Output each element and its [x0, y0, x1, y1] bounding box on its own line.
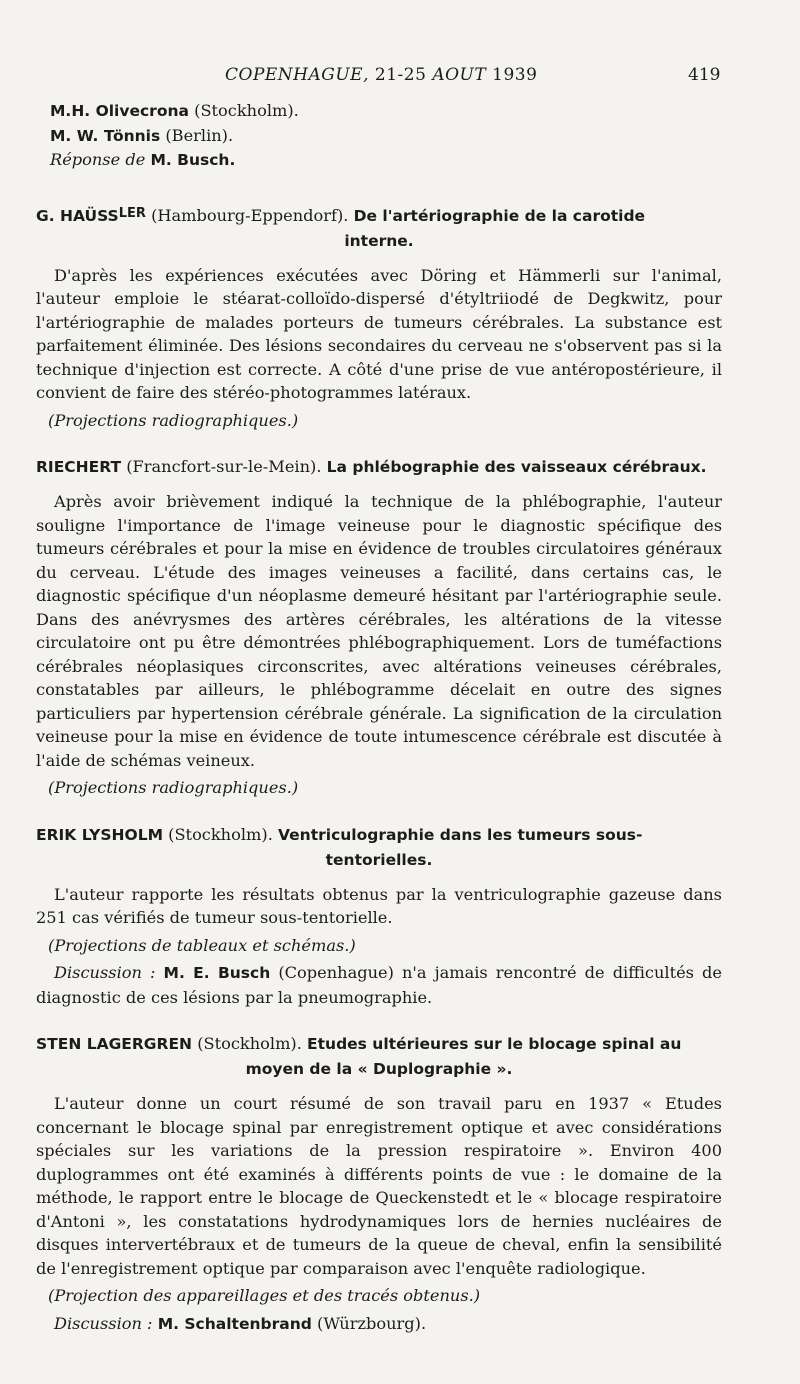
section-author: RIECHERT — [36, 458, 122, 476]
section-place: (Hambourg-Eppendorf). — [151, 205, 349, 225]
section-paragraph: D'après les expériences exécutées avec Döring et Hämmerli sur l'animal, l'auteur emploie le stéarat-colloïdo-dispersé d'étyltriiodé de Degkwitz, pour l'artériographie de malades porteurs de tumeurs cérébrales. La substance est parfaitement éliminée. Des lésions secondaires du cerveau ne s'observent pas si la technique d'injection est correcte. A côté d'une prise de vue antéropostérieure, il convient de faire des stéréo-photogrammes latéraux. — [36, 265, 722, 402]
section-note: (Projections radiographiques.) — [48, 410, 299, 430]
participant-line — [50, 124, 722, 149]
section-title-continued: moyen de la « Duplographie ». — [245, 1060, 513, 1078]
section-title: De l'artériographie de la carotide — [353, 206, 646, 225]
discussion-label: Discussion : — [54, 1313, 153, 1333]
running-title — [225, 64, 537, 88]
discussion-text: (Copenhague) n'a jamais rencontré de difficultés de diagnostic de ces lésions par la pneumographie. — [36, 963, 722, 1007]
section-heading — [36, 454, 722, 480]
reply-prefix: Réponse de — [50, 150, 146, 169]
participant-name: M. W. Tönnis — [50, 126, 161, 145]
section-haussler — [36, 201, 722, 433]
section-body — [36, 1092, 722, 1280]
section-place: (Stockholm). — [197, 1034, 302, 1053]
discussion-name: M. E. Busch — [163, 964, 271, 982]
section-title-continued: tentorielles. — [325, 850, 433, 869]
reply-name: M. Busch. — [150, 151, 236, 169]
discussion — [36, 961, 722, 1009]
section-paragraph: L'auteur rapporte les résultats obtenus par la ventriculographie gazeuse dans 251 cas vérifiés de tumeur sous-tentorielle. — [36, 884, 722, 927]
section-author: G. $HAÜSS^{LER}$ — [36, 205, 146, 225]
section-body — [36, 883, 722, 930]
section-paragraph: L'auteur donne un court résumé de son travail paru en 1937 « Etudes concernant le blocage spinal par enregistrement optique et avec considérations spéciales sur les variations de la pression respiratoire ». Environ 400 duplogrammes ont été examinés à différents points de vue : le domaine de la méthode, le rapport entre le blocage de Queckenstedt et le « blocage respiratoire d'Antoni », les constatations hydrodynamiques lors de hernies nucléaires de disques intervertébraux et de tumeurs de la queue de cheval, enfin la sensibilité de l'enregistrement optique par comparaison avec l'enquête radiologique. — [36, 1094, 722, 1278]
article-content — [36, 99, 722, 1336]
participants-list — [36, 99, 722, 173]
section-body — [36, 490, 722, 772]
section-body — [36, 264, 722, 405]
section-note: (Projections de tableaux et schémas.) — [48, 935, 356, 955]
running-title-year: 1939 — [492, 65, 538, 85]
section-riechert — [36, 454, 722, 800]
section-author: STEN LAGERGREN — [36, 1035, 193, 1053]
running-header — [0, 64, 800, 90]
discussion-text: (Würzbourg). — [317, 1313, 427, 1333]
discussion — [36, 1312, 722, 1337]
section-title: La phlébographie des vaisseaux cérébraux. — [326, 458, 707, 476]
section-heading — [36, 201, 722, 254]
section-heading — [36, 822, 722, 873]
running-title-city: COPENHAGUE, — [225, 65, 369, 85]
section-note: (Projection des appareillages et des tracés obtenus.) — [48, 1286, 481, 1305]
section-author: ERIK LYSHOLM — [36, 825, 163, 844]
section-note: (Projections radiographiques.) — [48, 778, 299, 797]
section-title-continued: interne. — [344, 231, 414, 250]
participant-line — [50, 99, 722, 124]
participant-place: (Stockholm). — [194, 101, 299, 120]
section-paragraph: Après avoir brièvement indiqué la technique de la phlébographie, l'auteur souligne l'importance de l'image veineuse pour le diagnostic spécifique des tumeurs cérébrales et pour la mise en évidence de troubles circulatoires généraux du cerveau. L'étude des images veineuses a facilité, dans certains cas, le diagnostic spécifique d'un néoplasme demeuré hésitant par l'artériographie seule. Dans des anévrysmes des artères cérébrales, les altérations de la vitesse circulatoire ont pu être démontrées phlébographiquement. Lors de tuméfactions cérébrales néoplasiques circonscrites, avec altérations veineuses cérébrales, constatables par ailleurs, le phlébogramme décelait en outre des signes particuliers par hypertension cérébrale générale. La signification de la circulation veineuse pour la mise en évidence de toute intumescence cérébrale est discutée à l'aide de schémas veineux. — [36, 492, 722, 770]
reply-line — [50, 148, 722, 173]
discussion-label: Discussion : — [54, 963, 156, 982]
section-lysholm — [36, 822, 722, 1010]
section-title: Ventriculographie dans les tumeurs sous- — [278, 825, 643, 844]
page-number: 419 — [688, 65, 721, 85]
section-place: (Stockholm). — [168, 824, 273, 844]
discussion-name: M. Schaltenbrand — [157, 1314, 312, 1333]
running-title-month: AOUT — [432, 65, 487, 85]
section-heading — [36, 1031, 722, 1082]
section-title: Etudes ultérieures sur le blocage spinal au — [307, 1035, 682, 1053]
running-title-dates: 21-25 — [374, 65, 427, 85]
section-lagergren — [36, 1031, 722, 1336]
section-place: (Francfort-sur-le-Mein). — [126, 457, 322, 476]
participant-name: M.H. Olivecrona — [50, 102, 189, 120]
participant-place: (Berlin). — [165, 125, 234, 145]
